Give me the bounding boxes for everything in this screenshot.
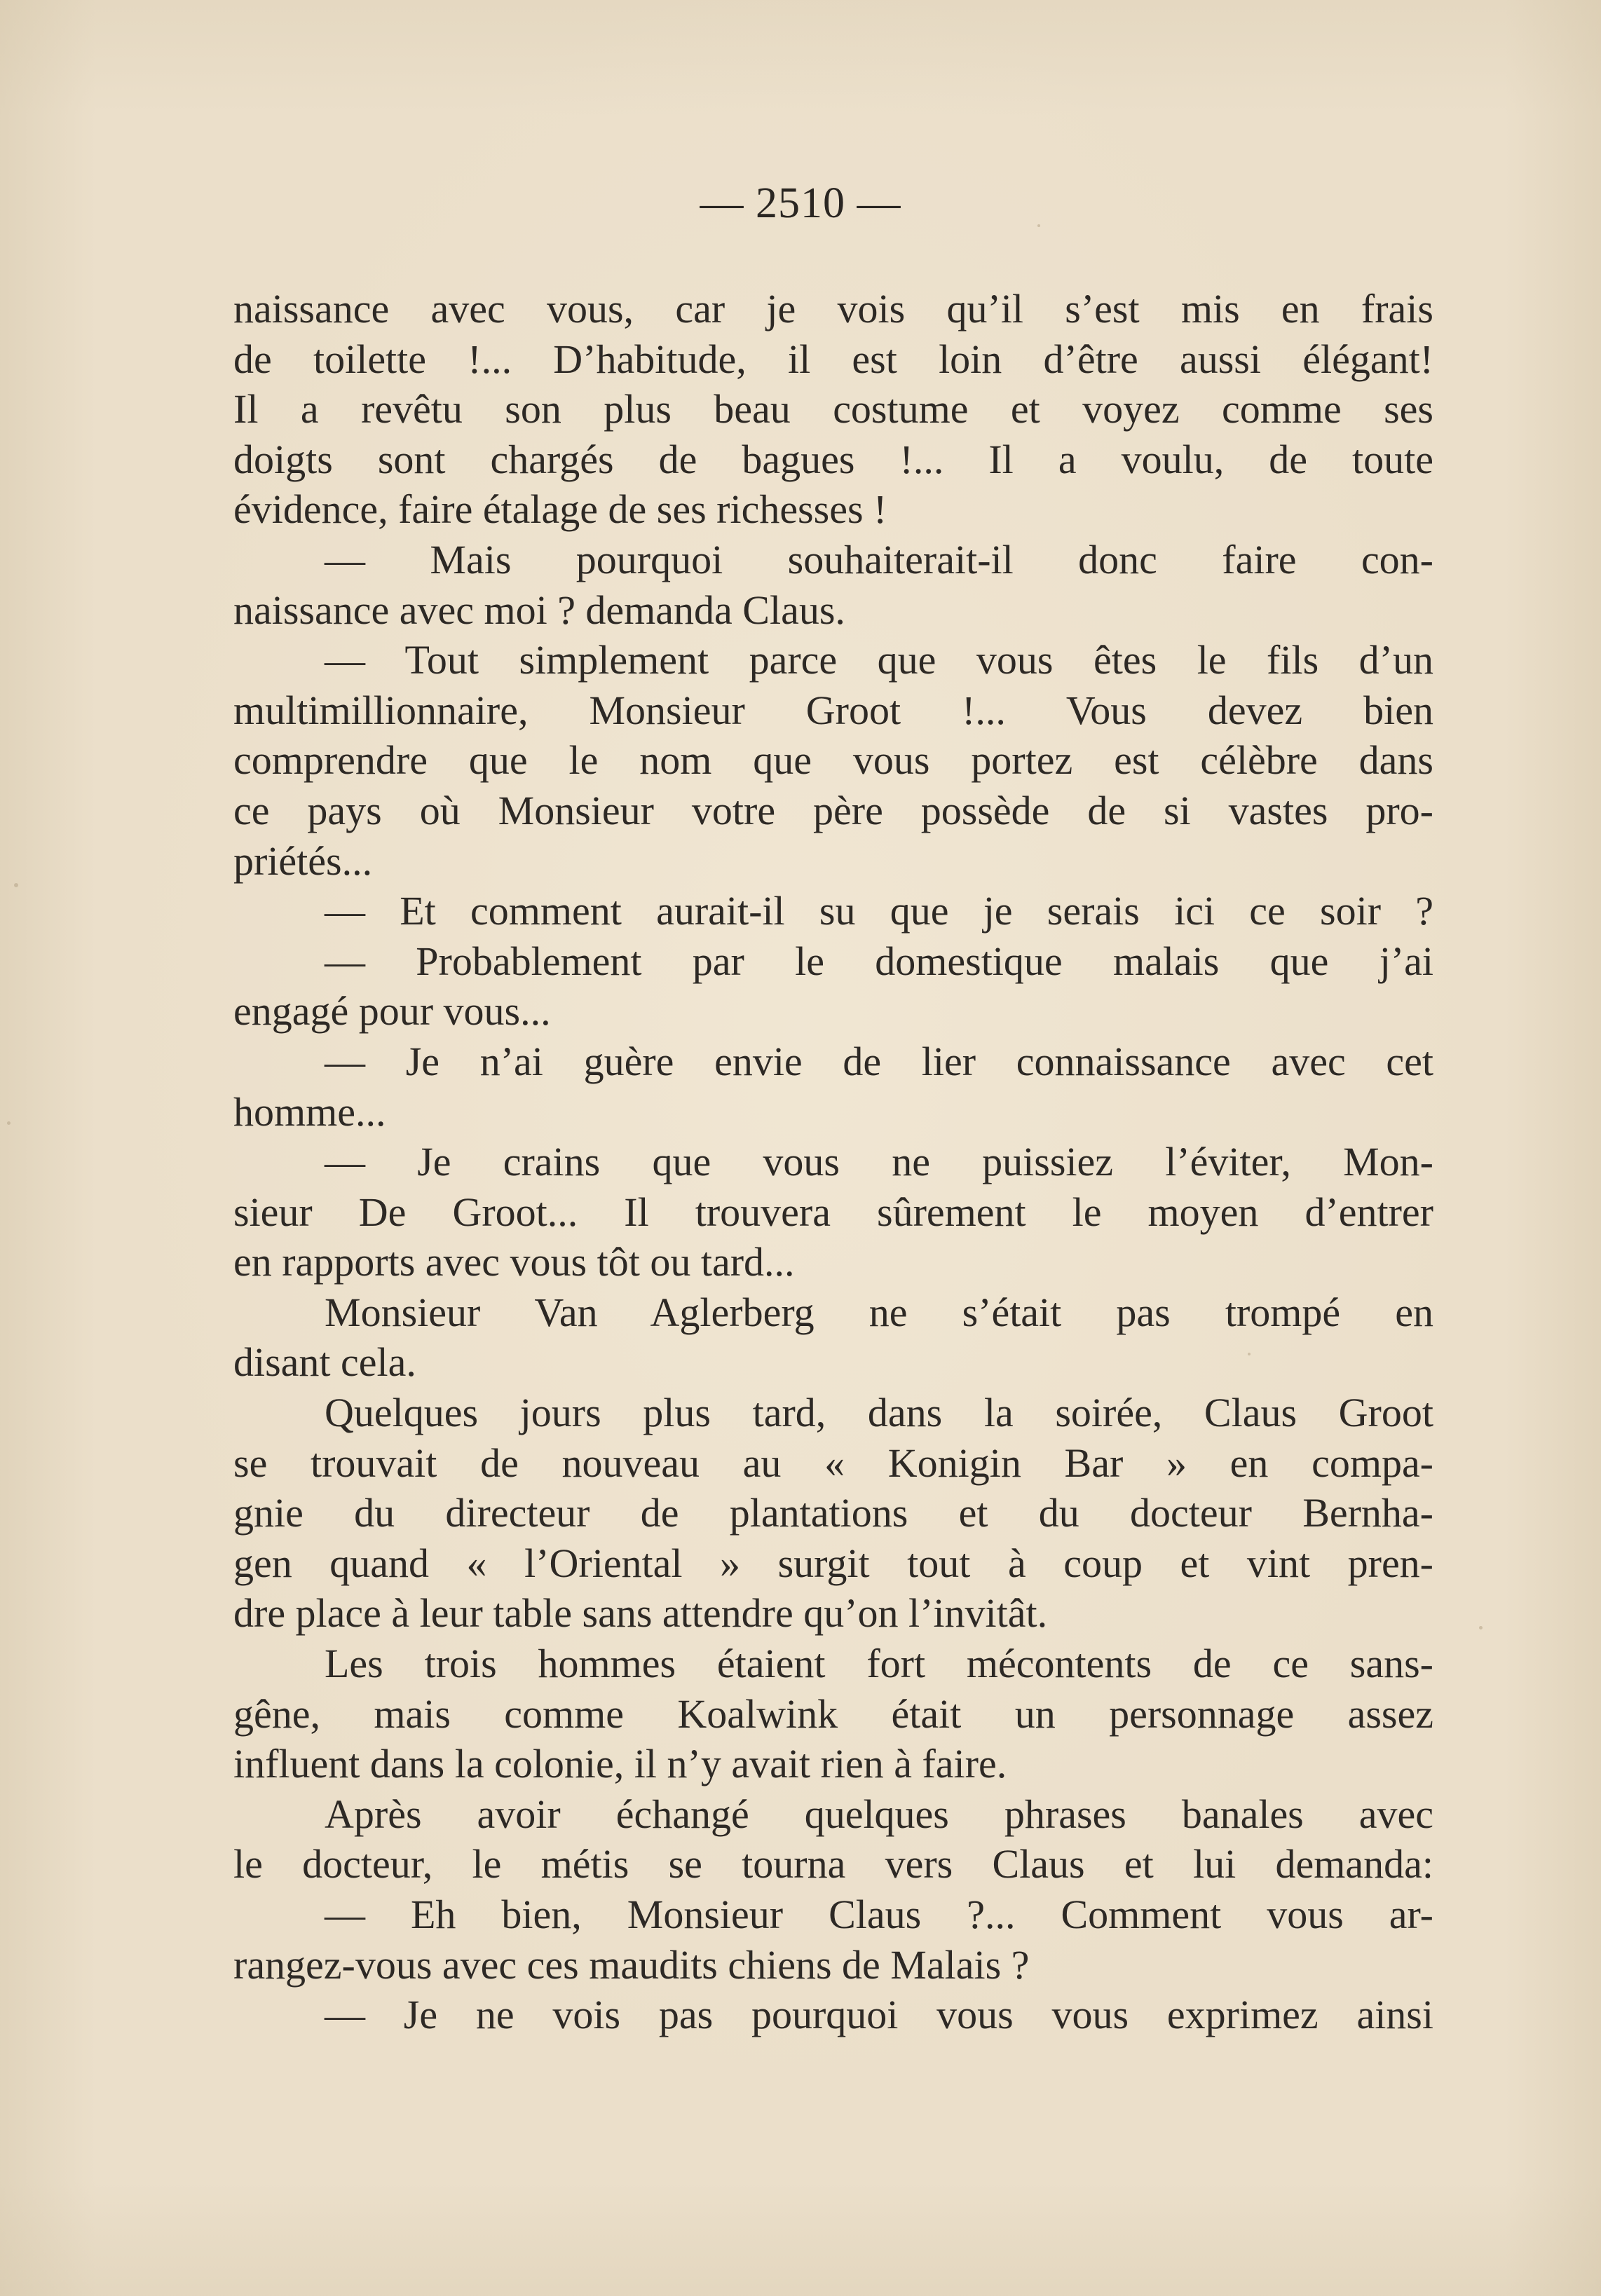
text-line: — Tout simplement parce que vous êtes le fils d’un (325, 637, 1433, 683)
body-text (233, 284, 1433, 2040)
text-line: — Je crains que vous ne puissiez l’éviter, Mon- (325, 1139, 1433, 1185)
text-line: naissance avec moi ? demanda Claus. (233, 587, 845, 633)
text-line: se trouvait de nouveau au « Konigin Bar » en compa- (233, 1440, 1433, 1486)
text-line: le docteur, le métis se tourna vers Claus et lui demanda: (233, 1841, 1433, 1887)
text-line: naissance avec vous, car je vois qu’il s’est mis en frais (233, 286, 1433, 332)
text-line: — Mais pourquoi souhaiterait-il donc faire con- (325, 536, 1433, 582)
text-line: gêne, mais comme Koalwink était un personnage assez (233, 1690, 1433, 1737)
text-line: dre place à leur table sans attendre qu’on l’invitât. (233, 1590, 1048, 1636)
text-line: gnie du directeur de plantations et du docteur Bernha- (233, 1490, 1433, 1536)
text-line: Il a revêtu son plus beau costume et voyez comme ses (233, 386, 1433, 432)
text-line: engagé pour vous... (233, 988, 551, 1034)
text-line: ce pays où Monsieur votre père possède de si vastes pro- (233, 787, 1433, 833)
text-line: gen quand « l’Oriental » surgit tout à coup et vint pren- (233, 1540, 1433, 1586)
text-line: comprendre que le nom que vous portez est célèbre dans (233, 737, 1433, 784)
text-line: Après avoir échangé quelques phrases banales avec (325, 1791, 1433, 1837)
text-line: de toilette !... D’habitude, il est loin d’être aussi élégant! (233, 336, 1433, 382)
text-line: priétés... (233, 838, 373, 884)
paper-speck (14, 883, 18, 887)
text-line: Quelques jours plus tard, dans la soirée, Claus Groot (325, 1390, 1433, 1436)
text-line: — Et comment aurait-il su que je serais ici ce soir ? (325, 888, 1433, 934)
text-line: rangez-vous avec ces maudits chiens de Malais ? (233, 1941, 1030, 1988)
text-line: Les trois hommes étaient fort mécontents de ce sans- (325, 1641, 1433, 1687)
text-line: — Je n’ai guère envie de lier connaissance avec cet (325, 1038, 1433, 1084)
text-line: Monsieur Van Aglerberg ne s’était pas trompé en (325, 1289, 1433, 1335)
text-line: évidence, faire étalage de ses richesses ! (233, 486, 887, 533)
text-line: homme... (233, 1088, 386, 1135)
paper-speck (1479, 1626, 1483, 1629)
text-line: — Probablement par le domestique malais que j’ai (325, 938, 1433, 984)
paper-speck (1037, 224, 1040, 227)
text-line: — Eh bien, Monsieur Claus ?... Comment vous ar- (325, 1892, 1433, 1937)
text-line: en rapports avec vous tôt ou tard... (233, 1239, 795, 1285)
paper-speck (1248, 1353, 1251, 1355)
paper-speck (7, 1121, 11, 1125)
text-line: sieur De Groot... Il trouvera sûrement le moyen d’entrer (233, 1189, 1433, 1235)
page-number: — 2510 — (700, 179, 901, 227)
text-line: multimillionnaire, Monsieur Groot !... Vous devez bien (233, 687, 1433, 733)
text-line: doigts sont chargés de bagues !... Il a voulu, de toute (233, 436, 1433, 482)
text-line: disant cela. (233, 1339, 416, 1386)
text-line: influent dans la colonie, il n’y avait rien à faire. (233, 1741, 1007, 1787)
text-line: — Je ne vois pas pourquoi vous vous exprimez ainsi (325, 1992, 1433, 2038)
